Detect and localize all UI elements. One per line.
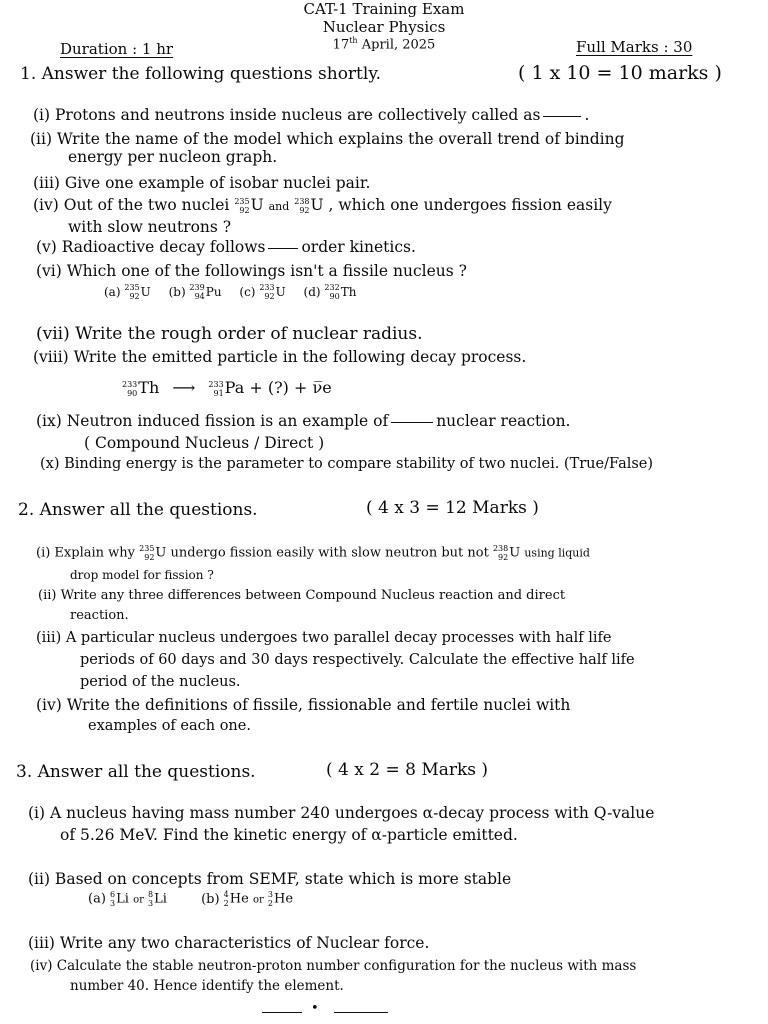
s1-q4a-pre: (iv) Out of the two nuclei [33, 196, 230, 214]
exam-title: CAT-1 Training Exam [303, 0, 465, 18]
s3-q3: (iii) Write any two characteristics of Nuclear force. [28, 934, 430, 952]
iso-he3: 3 2 [267, 890, 273, 908]
s1-q6: (vi) Which one of the followings isn't a fissile nucleus ? [36, 262, 467, 280]
or-word: or [133, 894, 144, 906]
s1-q1-text: (i) Protons and neutrons inside nucleus are collectively called as [33, 106, 541, 124]
s2-q3a: (iii) A particular nucleus undergoes two parallel decay processes with half life [36, 630, 612, 646]
nuclide-symbol: Li [116, 891, 129, 907]
section3-marks: ( 4 x 2 = 8 Marks ) [326, 760, 489, 780]
s1-q9-post: nuclear reaction. [436, 412, 571, 430]
opt-b: (b) 239 94 Pu [168, 283, 222, 301]
s1-q4b: with slow neutrons ? [68, 218, 232, 236]
date-suffix: th [349, 36, 358, 45]
eq-sym1: Th [138, 378, 160, 397]
opt-d: (d) 232 90 Th [303, 283, 357, 301]
nuclide-symbol: He [229, 891, 249, 907]
s2-q1-post: using liquid [524, 546, 590, 560]
nuclide-symbol: He [273, 891, 294, 907]
exam-date [284, 36, 484, 52]
eq-sym2: Pa [224, 378, 245, 397]
s1-q2a: (ii) Write the name of the model which explains the overall trend of binding [30, 130, 625, 148]
s3-q1b: of 5.26 MeV. Find the kinetic energy of α-particle emitted. [60, 826, 518, 844]
section1-heading: 1. Answer the following questions shortly. [20, 64, 382, 84]
iso-he4: 4 2 [223, 890, 229, 908]
duration-label: Duration : 1 hr [60, 40, 174, 58]
s1-q5-post: order kinetics. [301, 238, 416, 256]
s2-q2b: reaction. [70, 608, 129, 623]
s2-q3b: periods of 60 days and 30 days respectively. Calculate the effective half life [80, 652, 635, 668]
s1-q4a-and: and [268, 200, 290, 213]
iso-u235: 235 92 [234, 197, 250, 215]
eq-rest: + (?) + ν̅e [249, 378, 332, 397]
iso-li6: 6 3 [110, 890, 116, 908]
iso-u238: 238 92 [492, 544, 509, 562]
opt-c: (c) 233 92 U [239, 283, 286, 301]
nuclide-symbol: U [250, 196, 264, 214]
s2-q1b: drop model for fission ? [70, 568, 214, 582]
iso-u235: 235 92 [139, 544, 155, 562]
s1-q9b: ( Compound Nucleus / Direct ) [84, 434, 325, 452]
nuclide-symbol: U [155, 545, 167, 561]
answer-blank [268, 247, 298, 249]
iso-th233: 233 90 [122, 379, 138, 398]
section1-marks: ( 1 x 10 = 10 marks ) [518, 62, 722, 84]
answer-blank [391, 421, 433, 423]
s1-q6-options [104, 283, 356, 301]
s1-q5-pre: (v) Radioactive decay follows [36, 238, 266, 256]
iso-pa233: 233 91 [208, 379, 224, 398]
date-rest: April, 2025 [361, 37, 436, 53]
s1-q2b: energy per nucleon graph. [68, 148, 278, 166]
or-word: or [252, 894, 264, 906]
s2-q2a: (ii) Write any three differences between Compound Nucleus reaction and direct [38, 588, 566, 603]
s1-q9 [36, 412, 571, 430]
nuclide-symbol: U [509, 545, 521, 561]
s3-q1a: (i) A nucleus having mass number 240 undergoes α-decay process with Q-value [28, 804, 655, 822]
end-rule-right [334, 1012, 388, 1013]
s2-q4a: (iv) Write the definitions of fissile, fissionable and fertile nuclei with [36, 696, 571, 714]
end-rule-left [262, 1012, 302, 1013]
iso-li8: 8 3 [148, 890, 154, 908]
opt-a-label: (a) [88, 891, 106, 907]
full-marks-label: Full Marks : 30 [576, 38, 693, 56]
s1-q9-pre: (ix) Neutron induced fission is an example of [36, 412, 389, 430]
s1-q7: (vii) Write the rough order of nuclear radius. [36, 324, 423, 344]
opt-b-label: (b) [201, 891, 220, 907]
date-day: 17 [332, 37, 350, 53]
s3-q4a: (iv) Calculate the stable neutron-proton number configuration for the nucleus with mass [30, 958, 637, 974]
nuclide-symbol: U [310, 196, 324, 214]
s2-q4b: examples of each one. [88, 718, 251, 734]
s2-q3c: period of the nucleus. [80, 674, 241, 690]
section3-heading: 3. Answer all the questions. [16, 762, 256, 782]
exam-subject: Nuclear Physics [322, 18, 446, 36]
s1-q10: (x) Binding energy is the parameter to compare stability of two nuclei. (True/False) [40, 456, 654, 472]
s1-q3: (iii) Give one example of isobar nuclei pair. [33, 174, 371, 192]
section2-marks: ( 4 x 3 = 12 Marks ) [366, 498, 539, 518]
s1-q8: (viii) Write the emitted particle in the following decay process. [33, 348, 527, 366]
section2-heading: 2. Answer all the questions. [18, 500, 258, 520]
opt-a: (a) 235 92 U [104, 283, 151, 301]
s2-q1-mid: undergo fission easily with slow neutron but not [170, 545, 489, 561]
s2-q1-pre: (i) Explain why [36, 545, 135, 561]
decay-equation [122, 378, 332, 398]
s1-q1: (i) Protons and neutrons inside nucleus are collectively called as . [33, 106, 590, 124]
end-dot: • [311, 1001, 319, 1016]
s3-q2-options [88, 890, 293, 908]
s2-q1 [36, 544, 590, 562]
s3-q4b: number 40. Hence identify the element. [70, 978, 344, 994]
s1-q4a-post: , which one undergoes fission easily [328, 196, 612, 214]
nuclide-symbol: Li [154, 891, 167, 907]
iso-u238: 238 92 [294, 197, 310, 215]
s3-q2: (ii) Based on concepts from SEMF, state which is more stable [28, 870, 512, 888]
answer-blank [543, 115, 581, 117]
s1-q4a [33, 196, 612, 215]
reaction-arrow: ⟶ [172, 378, 196, 397]
s1-q5 [36, 238, 416, 256]
